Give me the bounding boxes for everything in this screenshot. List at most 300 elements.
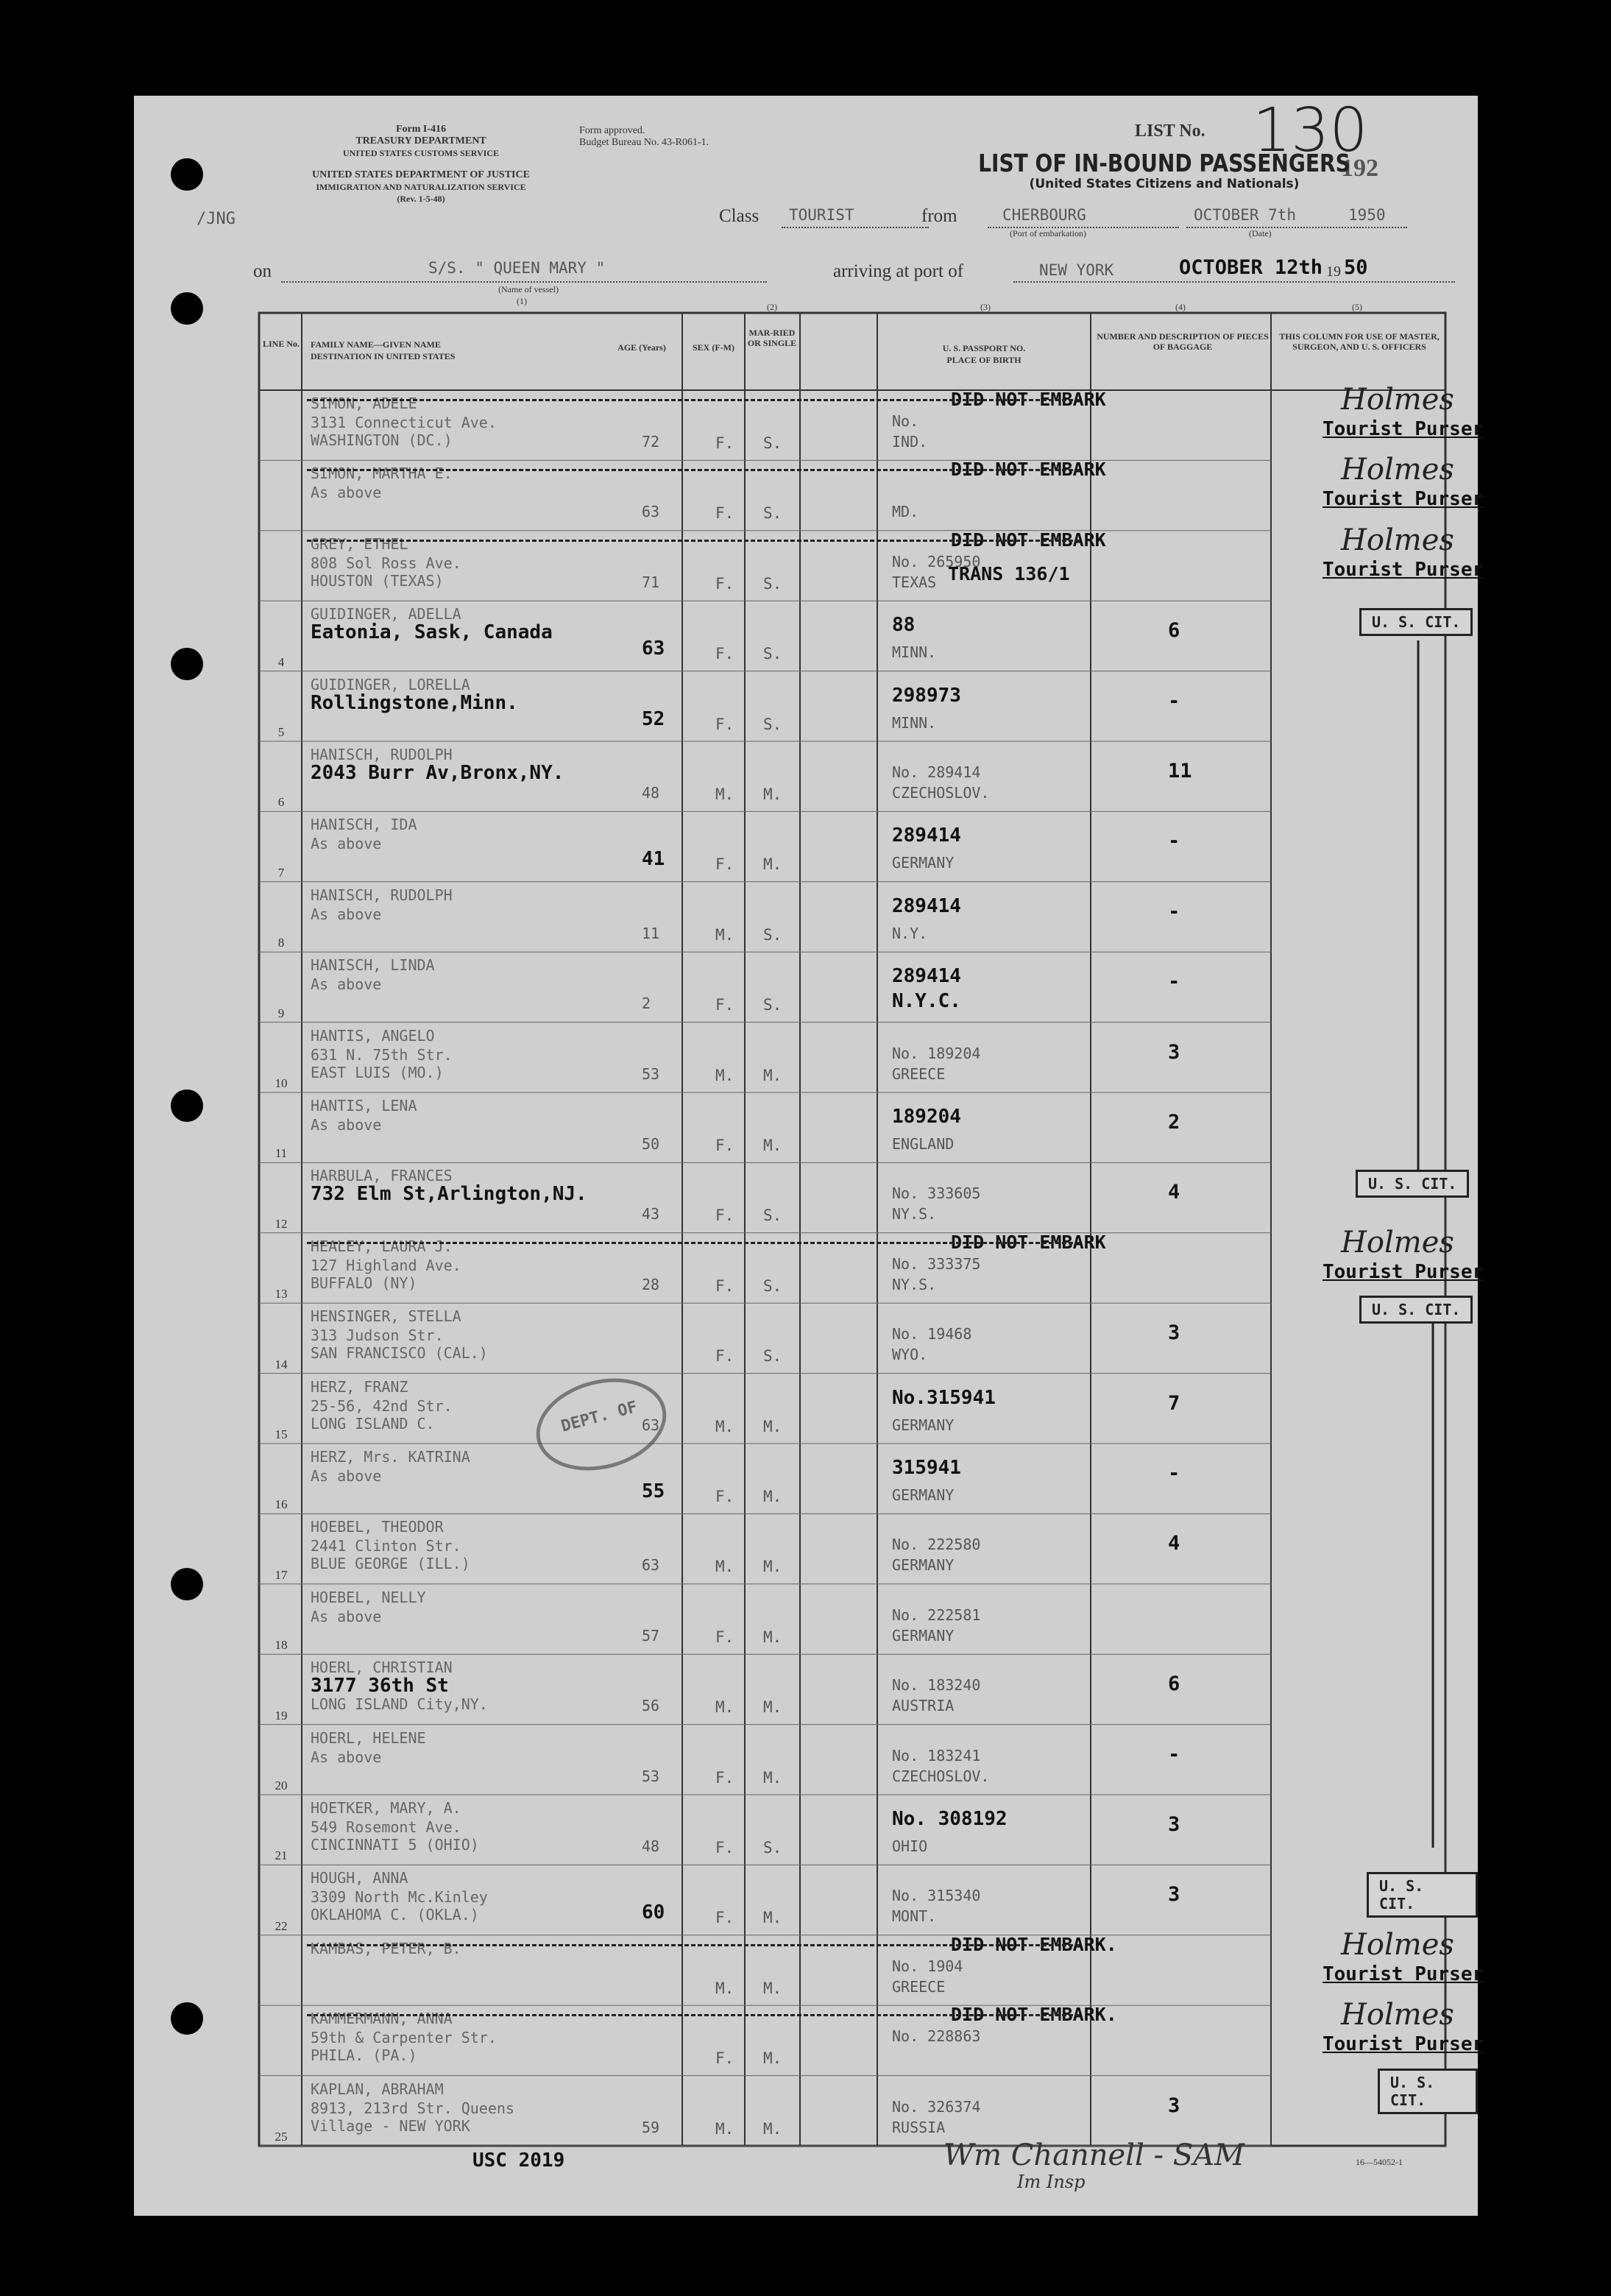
line-number: 25 — [275, 2129, 288, 2144]
destination-line-1: 2441 Clinton Str. — [311, 1537, 461, 1555]
passport-number: 289414 — [892, 824, 961, 847]
sex: F. — [715, 1488, 734, 1505]
sex: F. — [715, 1207, 734, 1225]
place-of-birth: RUSSIA — [892, 2118, 946, 2136]
table-row — [134, 1584, 1478, 1654]
place-of-birth: GREECE — [892, 1977, 946, 1996]
baggage: - — [1168, 830, 1180, 853]
us-citizen-stamp: U. S. CIT. — [1359, 608, 1473, 636]
place-of-birth: MINN. — [892, 713, 937, 732]
passenger-name: KAMBAS, PETER, B. — [311, 1939, 461, 1957]
destination-line-2: HOUSTON (TEXAS) — [311, 571, 444, 590]
purser-signature: Holmes — [1341, 1998, 1454, 2032]
destination-line-2: BLUE GEORGE (ILL.) — [311, 1555, 470, 1573]
passenger-name: HOERL, CHRISTIAN — [311, 1659, 453, 1677]
print-code: 16—54052-1 — [1356, 2157, 1403, 2167]
passport-number: No. 333375 — [892, 1254, 981, 1273]
purser-note: Tourist Purser — [1323, 488, 1484, 511]
baggage: - — [1168, 689, 1180, 713]
marital-status: M. — [763, 1137, 782, 1154]
passport-number: 289414 — [892, 894, 961, 917]
line-number: 14 — [275, 1357, 288, 1371]
baggage: 3 — [1168, 1883, 1180, 1907]
destination-line-1: As above — [311, 1607, 382, 1625]
marital-status: M. — [763, 1979, 782, 1997]
initials: /JNG — [196, 210, 236, 228]
table-row — [134, 1865, 1478, 1935]
destination-line-1: 127 Highland Ave. — [311, 1256, 461, 1274]
table-row — [134, 741, 1478, 811]
baggage: DID NOT EMBARK — [951, 1231, 1106, 1253]
strike-line — [307, 1944, 1080, 1946]
line-number: 10 — [275, 1075, 288, 1090]
sex: M. — [715, 2119, 734, 2138]
baggage: 3 — [1168, 1813, 1180, 1836]
marital-status: S. — [763, 504, 782, 523]
list-label: LIST No. — [1135, 121, 1205, 141]
col-num-3: (3) — [980, 302, 991, 312]
sex: F. — [715, 434, 734, 452]
form-number: Form I-416 — [395, 124, 447, 135]
sex: F. — [715, 1347, 734, 1366]
col-num-5: (5) — [1352, 302, 1362, 312]
age: 53 — [642, 1767, 660, 1785]
place-of-birth: GREECE — [892, 1064, 946, 1083]
marital-status: S. — [763, 1839, 782, 1857]
age: 63 — [642, 1416, 660, 1434]
passenger-name: GUIDINGER, LORELLA — [311, 675, 470, 693]
age: 11 — [642, 924, 660, 942]
baggage: 3 — [1168, 1321, 1180, 1345]
destination-line-1: 313 Judson Str. — [311, 1327, 444, 1345]
baggage: 4 — [1168, 1532, 1180, 1555]
place-of-birth: WYO. — [892, 1346, 928, 1364]
age: 63 — [642, 503, 660, 521]
baggage: 6 — [1168, 619, 1180, 643]
arrival-year: 50 — [1344, 256, 1368, 279]
destination-line-1: 3177 36th St — [311, 1675, 449, 1698]
line-number: 12 — [275, 1216, 288, 1231]
strike-line — [307, 2014, 1080, 2016]
purser-signature: Holmes — [1341, 453, 1454, 487]
service-name: IMMIGRATION AND NATURALIZATION SERVICE — [316, 182, 526, 192]
marital-status: S. — [763, 715, 782, 733]
passport-number: No. 326374 — [892, 2097, 981, 2116]
table-row — [134, 1162, 1478, 1232]
baggage: DID NOT EMBARK — [951, 459, 1106, 481]
col-header-marital: MAR-RIED OR SINGLE — [747, 328, 797, 348]
from-label: from — [921, 206, 957, 226]
passport-number: 298973 — [892, 684, 961, 707]
baggage: - — [1168, 970, 1180, 994]
sex: F. — [715, 1276, 734, 1295]
marital-status: M. — [763, 785, 782, 803]
passport-number: No. 289414 — [892, 763, 981, 781]
baggage: DID NOT EMBARK — [951, 389, 1106, 410]
marital-status: M. — [763, 1768, 782, 1787]
passenger-name: HANISCH, IDA — [311, 816, 417, 834]
passport-number: 289414 — [892, 965, 961, 988]
col-header-age: AGE (Years) — [617, 342, 666, 353]
col-header-birthplace: PLACE OF BIRTH — [946, 355, 1022, 365]
destination-line-2: CINCINNATI 5 (OHIO) — [311, 1836, 479, 1854]
passenger-name: HERZ, Mrs. KATRINA — [311, 1448, 470, 1466]
usc-number: USC 2019 — [472, 2150, 565, 2172]
passport-number: No. 222581 — [892, 1606, 981, 1624]
passport-number: No. 19468 — [892, 1325, 972, 1343]
departure-date: OCTOBER 7th — [1194, 206, 1297, 224]
age: 41 — [642, 848, 665, 871]
col-header-baggage: NUMBER AND DESCRIPTION OF PIECES OF BAGGAGE — [1097, 331, 1269, 352]
destination-line-1: As above — [311, 975, 382, 994]
passenger-name: HANTIS, ANGELO — [311, 1026, 435, 1045]
departure-year: 1950 — [1348, 206, 1386, 224]
marital-status: M. — [763, 2119, 782, 2138]
passenger-name: HEALEY, LAURA J. — [311, 1237, 453, 1255]
service-name: UNITED STATES CUSTOMS SERVICE — [343, 148, 499, 158]
passenger-name: HANISCH, LINDA — [311, 956, 435, 975]
sex: F. — [715, 855, 734, 874]
destination-line-1: Eatonia, Sask, Canada — [311, 621, 553, 644]
class-value: TOURIST — [789, 206, 854, 224]
vessel-caption: (Name of vessel) — [498, 284, 559, 294]
destination-line-1: 3309 North Mc.Kinley — [311, 1888, 488, 1907]
passenger-name: HARBULA, FRANCES — [311, 1167, 453, 1185]
sex: F. — [715, 645, 734, 663]
baggage: 6 — [1168, 1672, 1180, 1696]
passport-number: 189204 — [892, 1106, 961, 1128]
line-number: 11 — [275, 1146, 288, 1161]
table-row — [134, 1927, 1484, 2005]
destination-line-2: Village - NEW YORK — [311, 2116, 470, 2135]
place-of-birth: TEXAS — [892, 573, 937, 591]
age: 72 — [642, 433, 660, 451]
baggage: 2 — [1168, 1111, 1180, 1134]
baggage: - — [1168, 1462, 1180, 1485]
col-header-name: FAMILY NAME—GIVEN NAME — [311, 339, 441, 350]
passenger-name: SIMON, ADELE — [311, 395, 417, 412]
marital-status: S. — [763, 645, 782, 663]
line-number: 20 — [275, 1778, 288, 1792]
sex: F. — [715, 504, 734, 523]
purser-note: Tourist Purser — [1323, 2033, 1484, 2056]
strike-line — [307, 399, 1080, 401]
destination-line-1: As above — [311, 1748, 382, 1766]
manifest-page — [134, 96, 1484, 2216]
place-of-birth: GERMANY — [892, 1416, 955, 1434]
sex: M. — [715, 1698, 734, 1717]
arrival-date: OCTOBER 12th — [1179, 256, 1323, 279]
table-row — [134, 1303, 1478, 1373]
passport-number: No.315941 — [892, 1386, 996, 1409]
purser-note: Tourist Purser — [1323, 1963, 1484, 1985]
passenger-name: GUIDINGER, ADELLA — [311, 605, 461, 624]
age: 63 — [642, 1556, 660, 1575]
table-row — [134, 453, 1484, 530]
age: 71 — [642, 573, 660, 591]
passport-number: No. 308192 — [892, 1808, 1008, 1830]
sex: F. — [715, 1628, 734, 1646]
baggage: DID NOT EMBARK — [951, 529, 1106, 551]
line-number: 21 — [275, 1848, 288, 1863]
passport-number: No. 333605 — [892, 1184, 981, 1203]
destination-line-1: Rollingstone,Minn. — [311, 691, 518, 714]
sex: M. — [715, 925, 734, 944]
col-header-passport: U. S. PASSPORT NO. — [942, 343, 1026, 353]
passenger-name: HENSINGER, STELLA — [311, 1307, 461, 1326]
marital-status: S. — [763, 1207, 782, 1225]
line-number: 8 — [277, 936, 285, 950]
passenger-name: HERZ, FRANZ — [311, 1377, 408, 1396]
place-of-birth: AUSTRIA — [892, 1697, 955, 1715]
destination-line-1: 59th & Carpenter Str. — [311, 2029, 497, 2047]
sex: F. — [715, 574, 734, 593]
line-number: 5 — [277, 724, 285, 739]
sex: F. — [715, 1839, 734, 1857]
destination-line-1: As above — [311, 1116, 382, 1134]
destination-line-1: 25-56, 42nd Str. — [311, 1396, 453, 1415]
table-row — [134, 1725, 1478, 1795]
place-of-birth: GERMANY — [892, 1486, 955, 1504]
col-num-2: (2) — [767, 302, 777, 312]
place-of-birth: N.Y.C. — [892, 990, 961, 1013]
place-of-birth: GERMANY — [892, 1626, 955, 1645]
line-number: 6 — [277, 795, 285, 810]
passenger-name: HOERL, HELENE — [311, 1728, 426, 1747]
marital-status: M. — [763, 1417, 782, 1435]
marital-status: M. — [763, 1909, 782, 1927]
strike-line — [307, 1242, 1080, 1244]
line-number: 13 — [275, 1287, 288, 1301]
marital-status: S. — [763, 1276, 782, 1295]
marital-status: M. — [763, 1558, 782, 1576]
destination-line-1: 2043 Burr Av,Bronx,NY. — [311, 762, 564, 784]
table-row — [134, 523, 1484, 601]
purser-note: Tourist Purser — [1323, 1260, 1484, 1283]
destination-line-1: 8913, 213rd Str. Queens — [311, 2099, 514, 2117]
strike-line — [307, 469, 1080, 471]
place-of-birth: NY.S. — [892, 1275, 937, 1293]
passport-number: No. 228863 — [892, 2027, 981, 2046]
place-of-birth: NY.S. — [892, 1205, 937, 1223]
marital-status: S. — [763, 574, 782, 593]
inspector-title: Im Insp — [1017, 2172, 1086, 2192]
date-caption: (Date) — [1249, 228, 1272, 239]
passenger-name: KAPLAN, ABRAHAM — [311, 2080, 444, 2098]
line-number: 16 — [275, 1497, 288, 1512]
arrival-year-prefix: 19 — [1326, 264, 1341, 280]
arriving-label: arriving at port of — [833, 261, 964, 281]
age: 59 — [642, 2118, 660, 2136]
table-row — [134, 383, 1484, 460]
form-title: LIST OF IN-BOUND PASSENGERS — [978, 149, 1350, 177]
baggage: DID NOT EMBARK. — [951, 1933, 1117, 1955]
destination-line-1: 549 Rosemont Ave. — [311, 1818, 461, 1836]
col-header-destination: DESTINATION IN UNITED STATES — [311, 351, 456, 361]
purser-signature: Holmes — [1341, 523, 1454, 557]
form-approved: Form approved. — [579, 125, 645, 136]
passenger-name: HANISCH, RUDOLPH — [311, 746, 453, 763]
budget-number: Budget Bureau No. 43-R061-1. — [579, 137, 709, 148]
destination-line-1: As above — [311, 905, 382, 923]
destination-line-2: LONG ISLAND C. — [311, 1414, 435, 1433]
age: 55 — [642, 1480, 665, 1502]
passenger-name: SIMON, MARTHA E. — [311, 465, 453, 483]
table-row — [134, 601, 1478, 671]
sex: F. — [715, 1768, 734, 1787]
place-of-birth: MD. — [892, 503, 919, 521]
destination-line-1: As above — [311, 484, 382, 502]
age: 50 — [642, 1135, 660, 1153]
destination-line-1: 808 Sol Ross Ave. — [311, 554, 461, 572]
table-row — [134, 1998, 1484, 2075]
sex: M. — [715, 785, 734, 803]
place-of-birth: MINN. — [892, 643, 937, 662]
table-row — [134, 1513, 1478, 1583]
passport-number: 88 — [892, 614, 916, 637]
baggage: - — [1168, 900, 1180, 923]
passport-number: No. 189204 — [892, 1044, 981, 1062]
passenger-name: HANISCH, RUDOLPH — [311, 886, 453, 904]
table-row — [134, 671, 1478, 741]
table-row — [134, 1444, 1478, 1513]
arrival-port: NEW YORK — [1039, 261, 1114, 279]
place-of-birth: CZECHOSLOV. — [892, 1767, 990, 1785]
table-row — [134, 1092, 1478, 1162]
sex: M. — [715, 1558, 734, 1576]
table-row — [134, 1654, 1478, 1724]
place-of-birth: GERMANY — [892, 1556, 955, 1575]
col-header-line: LINE No. — [262, 339, 300, 349]
passenger-name: HOETKER, MARY, A. — [311, 1799, 461, 1817]
marital-status: S. — [763, 434, 782, 452]
line-number: 9 — [277, 1006, 285, 1020]
baggage: 3 — [1168, 1040, 1180, 1064]
inspector-signature: Wm Channell - SAM — [943, 2138, 1244, 2172]
list-number: 130 — [1253, 96, 1368, 166]
table-row — [134, 1022, 1478, 1092]
marital-status: M. — [763, 2049, 782, 2068]
passenger-name: HOEBEL, THEODOR — [311, 1518, 444, 1536]
sex: M. — [715, 1979, 734, 1997]
page-number: 192 — [1341, 155, 1378, 182]
destination-line-2: SAN FRANCISCO (CAL.) — [311, 1344, 488, 1363]
purser-note: Tourist Purser — [1323, 418, 1484, 440]
col-num-4: (4) — [1175, 302, 1186, 312]
sex: F. — [715, 1909, 734, 1927]
line-number: 22 — [275, 1918, 288, 1933]
passport-number: No. 1904 — [892, 1957, 963, 1975]
destination-line-2: PHILA. (PA.) — [311, 2046, 417, 2065]
baggage: DID NOT EMBARK. — [951, 2004, 1117, 2026]
marital-status: M. — [763, 1628, 782, 1646]
department-name: UNITED STATES DEPARTMENT OF JUSTICE — [312, 169, 530, 180]
marital-status: S. — [763, 996, 782, 1014]
place-of-birth: N.Y. — [892, 924, 928, 942]
place-of-birth: MONT. — [892, 1907, 937, 1926]
baggage: 3 — [1168, 2094, 1180, 2117]
strike-line — [307, 540, 1080, 542]
line-number: 19 — [275, 1708, 288, 1723]
passport-number: No. — [892, 412, 919, 430]
place-of-birth: GERMANY — [892, 854, 955, 872]
baggage: 4 — [1168, 1181, 1180, 1204]
line-number: 4 — [277, 654, 285, 669]
passport-number: No. 222580 — [892, 1536, 981, 1554]
sex: F. — [715, 2049, 734, 2068]
age: 28 — [642, 1275, 660, 1293]
sex: F. — [715, 715, 734, 733]
age: 63 — [642, 637, 665, 660]
destination-line-2: WASHINGTON (DC.) — [311, 431, 453, 449]
marital-status: S. — [763, 1347, 782, 1366]
marital-status: M. — [763, 855, 782, 874]
vessel-col-num: (1) — [517, 296, 527, 306]
marital-status: M. — [763, 1488, 782, 1505]
baggage: 7 — [1168, 1391, 1180, 1415]
age: 48 — [642, 1837, 660, 1855]
sex: F. — [715, 1137, 734, 1154]
line-number: 17 — [275, 1567, 288, 1582]
place-of-birth: IND. — [892, 433, 928, 451]
purser-signature: Holmes — [1341, 1927, 1454, 1962]
table-row — [134, 882, 1478, 952]
destination-line-2: OKLAHOMA C. (OKLA.) — [311, 1906, 479, 1924]
table-row — [134, 1225, 1484, 1303]
destination-line-2: EAST LUIS (MO.) — [311, 1063, 444, 1081]
age: 53 — [642, 1064, 660, 1083]
passenger-name: HOUGH, ANNA — [311, 1869, 408, 1887]
purser-signature: Holmes — [1341, 383, 1454, 417]
marital-status: M. — [763, 1698, 782, 1717]
sex: M. — [715, 1066, 734, 1084]
form-subtitle: (United States Citizens and Nationals) — [1029, 177, 1300, 191]
table-row — [134, 1374, 1478, 1444]
age: 43 — [642, 1205, 660, 1223]
destination-line-1: 732 Elm St,Arlington,NJ. — [311, 1183, 587, 1206]
table-row — [134, 1795, 1478, 1865]
passenger-name: HOEBEL, NELLY — [311, 1588, 426, 1606]
destination-line-1: As above — [311, 1467, 382, 1485]
sex: M. — [715, 1417, 734, 1435]
port-of-embarkation: CHERBOURG — [1002, 206, 1086, 224]
table-row — [134, 811, 1478, 881]
department-name: TREASURY DEPARTMENT — [355, 135, 486, 146]
marital-status: S. — [763, 925, 782, 944]
col-header-officers: THIS COLUMN FOR USE OF MASTER, SURGEON, AND U. S. OFFICERS — [1279, 331, 1440, 352]
passport-number: No. 315340 — [892, 1887, 981, 1905]
destination-line-1: 3131 Connecticut Ave. — [311, 414, 497, 431]
table-row — [134, 952, 1478, 1022]
marital-status: M. — [763, 1066, 782, 1084]
on-label: on — [253, 261, 272, 281]
passport-number: 315941 — [892, 1457, 961, 1479]
passenger-name: HANTIS, LENA — [311, 1097, 417, 1115]
baggage: 11 — [1168, 760, 1192, 783]
passenger-name: GREY, ETHEL — [311, 534, 408, 553]
destination-line-1: 631 N. 75th Str. — [311, 1045, 453, 1064]
us-citizen-stamp: U. S. CIT. — [1367, 1872, 1478, 1918]
age: 56 — [642, 1697, 660, 1715]
purser-signature: Holmes — [1341, 1225, 1454, 1260]
place-of-birth: CZECHOSLOV. — [892, 784, 990, 802]
trans-stamp: TRANS 136/1 — [948, 563, 1070, 584]
vessel-name: S/S. " QUEEN MARY " — [428, 259, 606, 277]
port-caption: (Port of embarkation) — [1010, 228, 1086, 239]
class-label: Class — [719, 206, 760, 226]
destination-line-2: LONG ISLAND City,NY. — [311, 1695, 488, 1714]
us-citizen-stamp: U. S. CIT. — [1356, 1170, 1469, 1198]
